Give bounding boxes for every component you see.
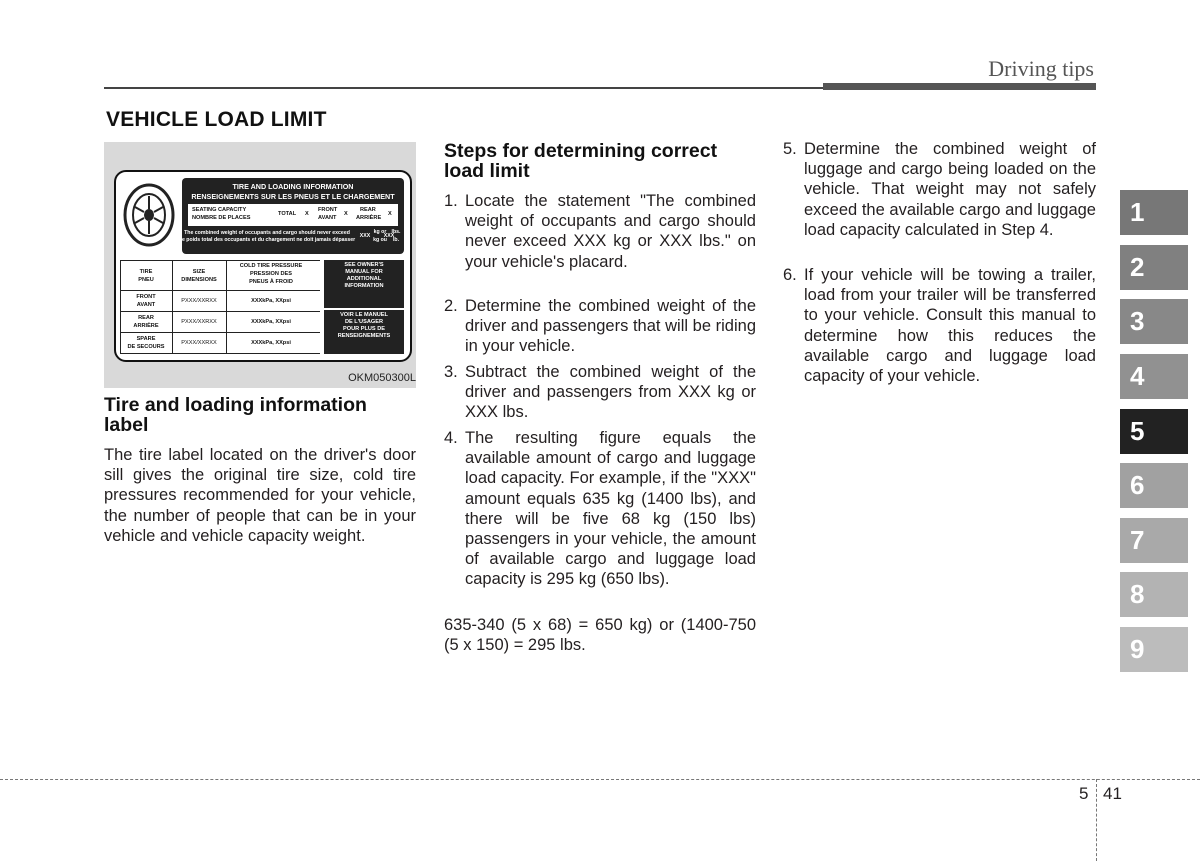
- chapter-tab-label: 4: [1130, 361, 1145, 391]
- front-label-fr: AVANT: [318, 215, 337, 221]
- formula-text: 635-340 (5 x 68) = 650 kg) or (1400-750 (5 x 150) = 295 lbs.: [444, 616, 756, 655]
- step-number: 3.: [444, 363, 458, 381]
- step-text: If your vehicle will be towing a trailer, load from your trailer will be transferred to your vehicle. Consult this manual to determine how this reduces the available cargo and luggage load capacity of your vehicle.: [804, 266, 1096, 386]
- footer-rule: [0, 779, 1200, 780]
- voir-line-2: DE L'USAGER: [344, 319, 383, 325]
- chapter-tab-label: 1: [1130, 197, 1145, 227]
- weight-xxx-1: XXX: [359, 233, 371, 239]
- step-3: [444, 362, 756, 423]
- placard-table: [120, 260, 406, 354]
- weight-statement-fr: Le poids total des occupants et du chargement ne doit jamais dépasser: [178, 237, 356, 243]
- chapter-tab-label: 7: [1130, 525, 1145, 555]
- chapter-tab-label: 8: [1130, 579, 1145, 609]
- step-6: [783, 265, 1096, 386]
- chapter-tab-7[interactable]: [1120, 518, 1188, 563]
- chapter-tab-label: 5: [1130, 416, 1145, 446]
- tire-wheel-icon: [122, 182, 176, 248]
- footer-divider: [1096, 779, 1097, 861]
- voir-manuel-box: [324, 310, 404, 354]
- col-pressure-2: PRESSION DES: [250, 271, 292, 277]
- row-front-pressure: XXXkPa, XXpsi: [251, 298, 291, 304]
- step-text: Locate the statement "The combined weight of occupants and cargo should never exceed XXX kg or XXX lbs." on your vehicle's placard.: [465, 192, 756, 271]
- row-front-size: PXXX/XXRXX: [181, 298, 217, 304]
- col2-subheading: [444, 141, 756, 181]
- placard-title-en: TIRE AND LOADING INFORMATION: [232, 182, 354, 191]
- see-line-3: ADDITIONAL: [346, 276, 382, 282]
- voir-line-1: VOIR LE MANUEL: [340, 312, 388, 318]
- col1-subheading-line1: Tire and loading information: [104, 394, 367, 416]
- step-number: 6.: [783, 266, 797, 284]
- see-line-2: MANUAL FOR: [345, 269, 383, 275]
- seating-label-en: SEATING CAPACITY: [192, 207, 247, 213]
- see-manual-box: [324, 260, 404, 308]
- row-spare-size: PXXX/XXRXX: [181, 340, 217, 346]
- chapter-tab-5-active[interactable]: [1120, 409, 1188, 454]
- chapter-tab-label: 3: [1130, 306, 1145, 336]
- row-front-en: FRONT: [136, 294, 156, 300]
- col2-subheading-line2: load limit: [444, 160, 530, 182]
- tire-placard: [114, 170, 412, 362]
- chapter-tab-label: 2: [1130, 252, 1145, 282]
- header-accent-bar: [823, 83, 1096, 90]
- kg-or: kg or: [373, 229, 387, 235]
- seating-label-fr: NOMBRE DE PLACES: [192, 215, 251, 221]
- step-number: 4.: [444, 429, 458, 447]
- row-spare-pressure: XXXkPa, XXpsi: [251, 340, 291, 346]
- step-text: Subtract the combined weight of the driver and passengers from XXX kg or XXX lbs.: [465, 363, 756, 422]
- chapter-tab-label: 9: [1130, 634, 1145, 664]
- chapter-tab-4[interactable]: [1120, 354, 1188, 399]
- step-number: 2.: [444, 297, 458, 315]
- tire-placard-figure: [104, 142, 416, 388]
- chapter-tab-8[interactable]: [1120, 572, 1188, 617]
- weight-statement-en: The combined weight of occupants and cargo should never exceed: [184, 230, 350, 236]
- step-text: The resulting figure equals the available amount of cargo and luggage load capacity. For example, if the "XXX" amount equals 635 kg (1400 lbs), and there will be five 68 kg (150 lbs) passengers in your vehicle, the amount of available cargo and luggage load capacity is 295 kg (650 lbs).: [465, 429, 756, 589]
- weight-xxx-2: XXX: [383, 233, 395, 239]
- lb: lb.: [392, 237, 400, 243]
- step-2: [444, 296, 756, 357]
- step-5: [783, 139, 1096, 240]
- col-size-en: SIZE: [192, 269, 206, 275]
- col-tire-fr: PNEU: [138, 277, 154, 283]
- col-pressure-1: COLD TIRE PRESSURE: [239, 263, 303, 269]
- page-chapter-number: 5: [1079, 784, 1089, 803]
- col-tire-en: TIRE: [139, 269, 153, 275]
- step-text: Determine the combined weight of luggage and cargo being loaded on the vehicle. That weight may not safely exceed the available cargo and luggage load capacity calculated in Step 4.: [804, 140, 1096, 239]
- col1-subheading: [104, 395, 416, 435]
- col1-paragraph: The tire label located on the driver's door sill gives the original tire size, cold tire pressures recommended for your vehicle, the number of people that can be in your vehicle and vehicle capacity weight.: [104, 446, 416, 545]
- running-header-title: Driving tips: [988, 56, 1094, 81]
- chapter-tab-6[interactable]: [1120, 463, 1188, 508]
- rear-label-fr: ARRIÈRE: [356, 215, 382, 221]
- lbs: lbs.: [391, 229, 401, 235]
- col1-subheading-line2: label: [104, 414, 149, 436]
- voir-line-3: POUR PLUS DE: [343, 326, 385, 332]
- front-label-en: FRONT: [318, 207, 338, 213]
- step-number: 1.: [444, 192, 458, 210]
- chapter-tab-1[interactable]: [1120, 190, 1188, 235]
- kg-ou: kg ou: [373, 237, 387, 243]
- see-line-1: SEE OWNER'S: [344, 262, 384, 268]
- row-rear-size: PXXX/XXRXX: [181, 319, 217, 325]
- chapter-tab-3[interactable]: [1120, 299, 1188, 344]
- figure-caption: OKM050300L: [348, 372, 416, 384]
- header-rule: [104, 87, 823, 89]
- step-1: [444, 191, 756, 272]
- col-pressure-3: PNEUS À FROID: [249, 279, 293, 285]
- placard-dark-header: [178, 178, 404, 254]
- row-spare-fr: DE SECOURS: [127, 344, 165, 350]
- rear-x: X: [388, 211, 392, 217]
- row-rear-fr: ARRIÈRE: [133, 323, 159, 329]
- chapter-tab-9[interactable]: [1120, 627, 1188, 672]
- step-text: Determine the combined weight of the driver and passengers that will be riding in your vehicle.: [465, 297, 756, 356]
- step-4: [444, 428, 756, 590]
- page-number: 41: [1103, 784, 1122, 803]
- placard-title-fr: RENSEIGNEMENTS SUR LES PNEUS ET LE CHARGEMENT: [191, 192, 395, 201]
- row-rear-en: REAR: [138, 315, 154, 321]
- chapter-tab-2[interactable]: [1120, 245, 1188, 290]
- chapter-tab-label: 6: [1130, 470, 1145, 500]
- voir-line-4: RENSEIGNEMENTS: [337, 333, 391, 339]
- col2-subheading-line1: Steps for determining correct: [444, 140, 718, 162]
- total-x: X: [305, 211, 309, 217]
- row-rear-pressure: XXXkPa, XXpsi: [251, 319, 291, 325]
- section-heading: VEHICLE LOAD LIMIT: [106, 108, 327, 131]
- row-spare-en: SPARE: [136, 336, 156, 342]
- seating-capacity-box: [188, 204, 398, 226]
- col-size-fr: DIMENSIONS: [181, 277, 217, 283]
- front-x: X: [344, 211, 348, 217]
- row-front-fr: AVANT: [136, 302, 156, 308]
- rear-label-en: REAR: [360, 207, 376, 213]
- step-number: 5.: [783, 140, 797, 158]
- total-label: TOTAL: [278, 211, 297, 217]
- see-line-4: INFORMATION: [344, 283, 384, 289]
